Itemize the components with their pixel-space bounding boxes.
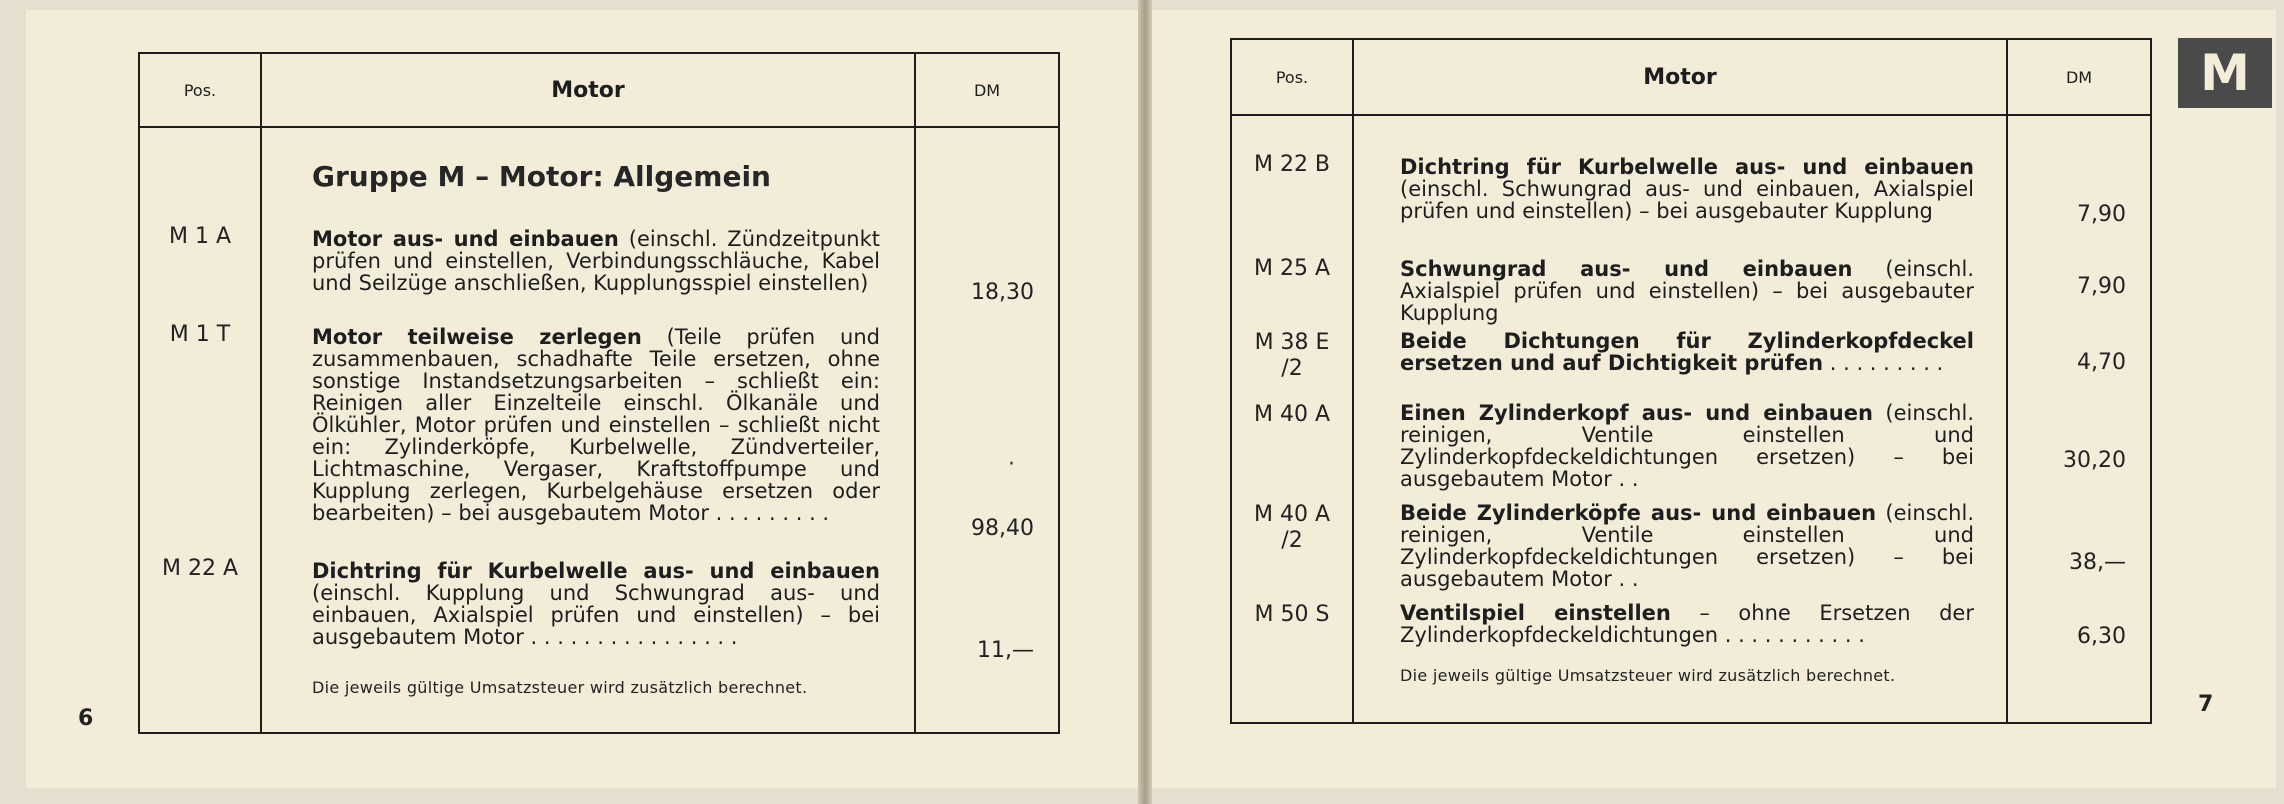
item-price: 30,20 xyxy=(2063,448,2126,473)
pos-code: M 25 A xyxy=(1253,256,1330,281)
item-price: 6,30 xyxy=(2077,624,2126,649)
page-number-right: 7 xyxy=(2198,692,2214,717)
pos-code: M 50 S xyxy=(1254,602,1330,627)
pos-header: Pos. xyxy=(183,80,217,100)
page-number-left: 6 xyxy=(78,706,94,731)
right-price-table xyxy=(1230,38,2152,724)
item-title: Motor aus- und einbauen xyxy=(312,227,619,251)
item-price: 11,— xyxy=(977,638,1034,663)
pos-code: M 1 A xyxy=(168,224,231,249)
section-tab xyxy=(2178,38,2272,108)
pos-code: M 1 T xyxy=(169,322,231,347)
item-price: 4,70 xyxy=(2077,350,2126,375)
dm-header: DM xyxy=(973,80,1001,100)
item-details: – ohne Ersetzen der Zylinderkopfdeckeldichtungen . . . . . . . . . . . xyxy=(1400,601,1974,647)
motor-header: Motor xyxy=(551,77,625,103)
motor-header: Motor xyxy=(1643,64,1717,90)
item-title: Dichtring für Kurbelwelle aus- und einbauen xyxy=(1400,155,1974,179)
item-price: 18,30 xyxy=(971,280,1034,305)
pos-code: M 22 B xyxy=(1253,152,1331,177)
item-description xyxy=(1400,402,1974,490)
item-description xyxy=(312,326,880,524)
item-description xyxy=(1400,156,1974,222)
pos-code: M 38 E /2 xyxy=(1254,330,1330,381)
item-description xyxy=(1400,502,1974,590)
pos-code: M 40 A xyxy=(1253,402,1330,427)
pos-header: Pos. xyxy=(1275,67,1309,87)
item-title: Beide Dichtungen für Zylinderkopfdeckel ersetzen und auf Dichtigkeit prüfen xyxy=(1400,329,1974,375)
item-title: Schwungrad aus- und einbauen xyxy=(1400,257,1853,281)
item-details: (einschl. Zündzeitpunkt prüfen und einstellen, Verbindungsschläuche, Kabel und Seilzüge anschließen, Kupplungsspiel einstellen) xyxy=(312,227,880,295)
section-tab-letter: M xyxy=(2200,44,2250,102)
left-price-table xyxy=(138,52,1060,734)
item-details: (Teile prüfen und zusammenbauen, schadhafte Teile ersetzen, ohne sonstige Instandsetzungsarbeiten – schließt ein: Reinigen aller Einzelteile einschl. Ölkanäle und Ölkühler, Motor prüfen und einstellen – schließt nicht ein: Zylinderköpfe, Kurbelwelle, Zündverteiler, Lichtmaschine, Vergaser, Kraftstoffpumpe und Kupplung zerlegen, Kurbelgehäuse ersetzen oder bearbeiten) – bei ausgebautem Motor . . . . . . . . . xyxy=(312,325,880,525)
item-title: Dichtring für Kurbelwelle aus- und einbauen xyxy=(312,559,880,583)
tax-note: Die jeweils gültige Umsatzsteuer wird zusätzlich berechnet. xyxy=(1400,666,1896,685)
item-price: 98,40 xyxy=(971,516,1034,541)
item-price: 7,90 xyxy=(2077,274,2126,299)
item-title: Motor teilweise zerlegen xyxy=(312,325,642,349)
item-description xyxy=(1400,258,1974,324)
price-dot: · xyxy=(1008,452,1015,477)
tax-note: Die jeweils gültige Umsatzsteuer wird zusätzlich berechnet. xyxy=(312,678,808,697)
group-title: Gruppe M – Motor: Allgemein xyxy=(312,160,771,193)
item-price: 38,— xyxy=(2069,550,2126,575)
item-details: (einschl. Kupplung und Schwungrad aus- und einbauen, Axialspiel prüfen und einstellen) – bei ausgebautem Motor . . . . . . . . . . . . . . . . xyxy=(312,581,880,649)
item-description xyxy=(312,228,880,294)
item-title: Beide Zylinderköpfe aus- und einbauen xyxy=(1400,501,1877,525)
pos-code: M 22 A xyxy=(161,556,238,581)
item-title: Einen Zylinderkopf aus- und einbauen xyxy=(1400,401,1873,425)
item-details: (einschl. Schwungrad aus- und einbauen, Axialspiel prüfen und einstellen) – bei ausgebauter Kupplung xyxy=(1400,177,1974,223)
item-title: Ventilspiel einstellen xyxy=(1400,601,1671,625)
dm-header: DM xyxy=(2065,67,2093,87)
gutter xyxy=(1138,0,1152,804)
item-details: (einschl. reinigen, Ventile einstellen und Zylinderkopfdeckeldichtungen ersetzen) – bei ausgebautem Motor . . xyxy=(1400,501,1974,591)
pos-code: M 40 A /2 xyxy=(1253,502,1330,553)
item-description xyxy=(1400,602,1974,646)
item-details: (einschl. Axialspiel prüfen und einstellen) – bei ausgebauter Kupplung xyxy=(1400,257,1974,325)
item-description xyxy=(1400,330,1974,374)
item-details: . . . . . . . . . xyxy=(1823,351,1944,375)
item-description xyxy=(312,560,880,648)
item-details: (einschl. reinigen, Ventile einstellen und Zylinderkopfdeckeldichtungen ersetzen) – bei ausgebautem Motor . . xyxy=(1400,401,1974,491)
item-price: 7,90 xyxy=(2077,202,2126,227)
